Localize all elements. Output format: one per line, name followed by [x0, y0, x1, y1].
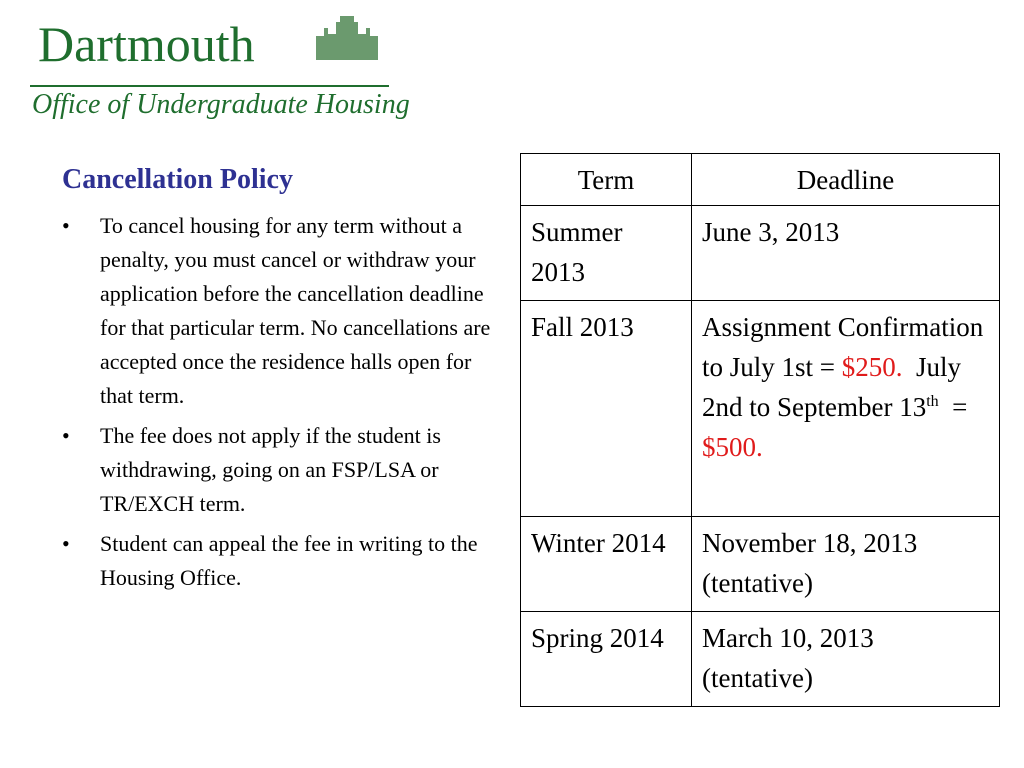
column-header-deadline: Deadline: [692, 154, 1000, 206]
term-cell: Summer 2013: [521, 206, 692, 301]
policy-title: Cancellation Policy: [62, 164, 293, 195]
logo-subtitle: Office of Undergraduate Housing: [32, 89, 410, 120]
bullet-dot-icon: •: [62, 423, 70, 448]
deadline-cell: March 10, 2013 (tentative): [692, 612, 1000, 707]
bullet-dot-icon: •: [62, 531, 70, 556]
deadline-cell: November 18, 2013 (tentative): [692, 517, 1000, 612]
deadline-table: [520, 153, 1000, 707]
policy-bullet: • To cancel housing for any term without a penalty, you must cancel or withdraw your application before the cancellation deadline for that particular term. No cancellations are accepted once the residence halls open for that term.: [62, 209, 502, 413]
term-cell: Winter 2014: [521, 517, 692, 612]
term-cell: Spring 2014: [521, 612, 692, 707]
policy-bullet: • Student can appeal the fee in writing to the Housing Office.: [62, 527, 502, 595]
table-row: [521, 612, 1000, 707]
column-header-term: Term: [521, 154, 692, 206]
policy-bullet-list: [62, 209, 502, 601]
table-header-row: [521, 154, 1000, 206]
table-row: [521, 301, 1000, 517]
dartmouth-hall-icon: [314, 14, 380, 60]
term-cell: Fall 2013: [521, 301, 692, 517]
logo-wordmark: Dartmouth: [38, 16, 255, 72]
fee-amount: $250.: [841, 352, 903, 382]
dartmouth-logo: [30, 12, 410, 122]
logo-divider: [30, 85, 389, 87]
fee-amount: $500.: [702, 432, 763, 462]
deadline-cell: June 3, 2013: [692, 206, 1000, 301]
policy-bullet: • The fee does not apply if the student is withdrawing, going on an FSP/LSA or TR/EXCH term.: [62, 419, 502, 521]
table-row: [521, 206, 1000, 301]
table-row: [521, 517, 1000, 612]
deadline-cell: Assignment Confirmation to July 1st = $250. July 2nd to September 13th = $500.: [692, 301, 1000, 517]
bullet-dot-icon: •: [62, 213, 70, 238]
